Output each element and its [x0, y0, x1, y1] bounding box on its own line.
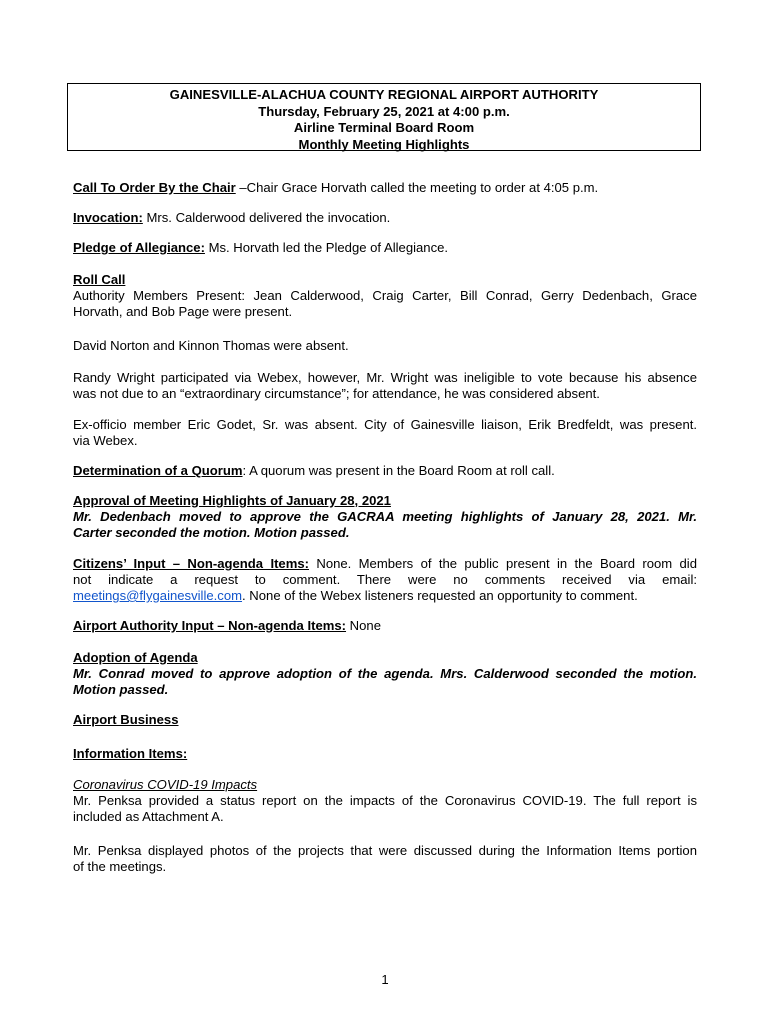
- header-organization: GAINESVILLE-ALACHUA COUNTY REGIONAL AIRPORT AUTHORITY: [169, 87, 599, 102]
- approval-section: [73, 493, 697, 541]
- adoption-heading: Adoption of Agenda: [73, 650, 198, 665]
- airport-business-section: [73, 712, 697, 728]
- citizens-input-line-3: . None of the Webex listeners requested an opportunity to comment.: [242, 588, 638, 603]
- header-title: Monthly Meeting Highlights: [298, 136, 470, 152]
- header-location: Airline Terminal Board Room: [293, 120, 475, 135]
- meeting-header-box: [67, 83, 701, 151]
- call-to-order-text: –Chair Grace Horvath called the meeting to order at 4:05 p.m.: [235, 180, 599, 195]
- authority-input-text: None: [346, 618, 381, 633]
- call-to-order-heading: Call To Order By the Chair: [73, 180, 236, 195]
- covid-line-1: Mr. Penksa provided a status report on the impacts of the Coronavirus COVID-19. The full report is: [73, 793, 697, 808]
- quorum-text: : A quorum was present in the Board Room at roll call.: [242, 463, 555, 478]
- roll-call-exofficio: [73, 417, 697, 449]
- header-date: Thursday, February 25, 2021 at 4:00 p.m.: [258, 103, 510, 119]
- roll-call-present-line-2: Horvath, and Bob Page were present.: [73, 304, 293, 319]
- photos-line-1: Mr. Penksa displayed photos of the projects that were discussed during the Information Items portion: [73, 843, 697, 858]
- information-items-section: [73, 746, 697, 762]
- roll-call-wright-line-1: Randy Wright participated via Webex, however, Mr. Wright was ineligible to vote because his absence: [73, 370, 697, 385]
- airport-business-heading: Airport Business: [73, 712, 179, 727]
- invocation-heading: Invocation:: [73, 210, 143, 225]
- covid-heading: Coronavirus COVID-19 Impacts: [73, 777, 258, 792]
- pledge-section: [73, 240, 697, 256]
- roll-call-absent: [73, 338, 697, 354]
- roll-call-exofficio-line-1: Ex-officio member Eric Godet, Sr. was absent. City of Gainesville liaison, Erik Bredfeldt, was present.: [73, 417, 697, 432]
- adoption-motion-line-2: Motion passed.: [73, 682, 169, 697]
- page-number: 1: [381, 972, 389, 987]
- quorum-section: [73, 463, 697, 479]
- citizens-input-line-1: None. Members of the public present in the Board room did: [309, 556, 698, 571]
- roll-call-absent-text: David Norton and Kinnon Thomas were absent.: [73, 338, 349, 353]
- pledge-text: Ms. Horvath led the Pledge of Allegiance.: [204, 240, 449, 255]
- citizens-input-line-2: not indicate a request to comment. There were no comments received via email:: [73, 572, 697, 587]
- roll-call-heading: Roll Call: [73, 272, 126, 287]
- citizens-input-heading: Citizens’ Input – Non-agenda Items:: [73, 556, 310, 571]
- authority-input-heading: Airport Authority Input – Non-agenda Items:: [73, 618, 347, 633]
- call-to-order-section: [73, 180, 697, 196]
- roll-call-wright: [73, 370, 697, 402]
- invocation-text: Mrs. Calderwood delivered the invocation.: [142, 210, 391, 225]
- covid-section: [73, 777, 697, 825]
- roll-call-wright-line-2: was not due to an “extraordinary circumstance”; for attendance, he was considered absent.: [73, 386, 600, 401]
- adoption-motion-line-1: Mr. Conrad moved to approve adoption of the agenda. Mrs. Calderwood seconded the motion.: [73, 666, 697, 681]
- photos-line-2: of the meetings.: [73, 859, 167, 874]
- roll-call-exofficio-line-2: via Webex.: [73, 433, 138, 448]
- invocation-section: [73, 210, 697, 226]
- covid-line-2: included as Attachment A.: [73, 809, 224, 824]
- roll-call-present-line-1: Authority Members Present: Jean Calderwood, Craig Carter, Bill Conrad, Gerry Dedenbach, Grace: [73, 288, 697, 303]
- email-link[interactable]: meetings@flygainesville.com: [73, 588, 243, 603]
- roll-call-section: [73, 272, 697, 320]
- citizens-input-section: [73, 556, 697, 604]
- quorum-heading: Determination of a Quorum: [73, 463, 243, 478]
- pledge-heading: Pledge of Allegiance:: [73, 240, 205, 255]
- approval-motion-line-1: Mr. Dedenbach moved to approve the GACRAA meeting highlights of January 28, 2021. Mr.: [73, 509, 697, 524]
- authority-input-section: [73, 618, 697, 634]
- approval-motion-line-2: Carter seconded the motion. Motion passed.: [73, 525, 350, 540]
- information-items-heading: Information Items:: [73, 746, 188, 761]
- photos-section: [73, 843, 697, 875]
- approval-heading: Approval of Meeting Highlights of January 28, 2021: [73, 493, 391, 508]
- adoption-section: [73, 650, 697, 698]
